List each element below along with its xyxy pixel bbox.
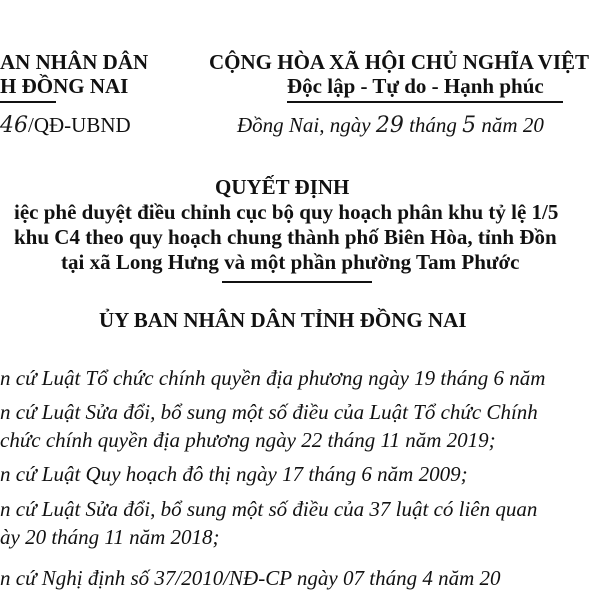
date-suffix: năm 20 xyxy=(481,113,544,137)
date-prefix: Đồng Nai, ngày xyxy=(237,113,371,137)
motto-underline xyxy=(287,101,563,103)
day-handwritten: 29 xyxy=(375,113,404,138)
decision-subject-line2: khu C4 theo quy hoạch chung thành phố Biên Hòa, tỉnh Đồn xyxy=(14,225,557,249)
date-middle: tháng xyxy=(409,113,457,137)
month-handwritten: 5 xyxy=(462,113,477,138)
national-motto: Độc lập - Tự do - Hạnh phúc xyxy=(287,74,544,98)
issue-date xyxy=(237,113,544,138)
legal-basis-line: n cứ Luật Tổ chức chính quyền địa phương ngày 19 tháng 6 năm xyxy=(0,366,546,390)
document-number xyxy=(0,113,131,138)
legal-basis-line: n cứ Nghị định số 37/2010/NĐ-CP ngày 07 tháng 4 năm 20 xyxy=(0,566,501,590)
decision-subject-line3: tại xã Long Hưng và một phần phường Tam Phước xyxy=(61,250,520,274)
legal-basis-line: ày 20 tháng 11 năm 2018; xyxy=(0,525,220,549)
decision-subject-line1: iệc phê duyệt điều chỉnh cục bộ quy hoạch phân khu tỷ lệ 1/5 xyxy=(14,200,559,224)
issuer-name-line2: H ĐỒNG NAI xyxy=(0,74,129,98)
issuer-underline xyxy=(0,101,56,103)
legal-basis-line: n cứ Luật Sửa đổi, bổ sung một số điều của 37 luật có liên quan xyxy=(0,497,538,521)
issuer-name-line1: AN NHÂN DÂN xyxy=(0,50,149,74)
legal-basis-line: n cứ Luật Quy hoạch đô thị ngày 17 tháng 6 năm 2009; xyxy=(0,462,468,486)
legal-basis-line: n cứ Luật Sửa đổi, bổ sung một số điều của Luật Tổ chức Chính xyxy=(0,400,538,424)
decision-title: QUYẾT ĐỊNH xyxy=(215,175,350,199)
authority-heading: ỦY BAN NHÂN DÂN TỈNH ĐỒNG NAI xyxy=(99,308,467,332)
national-title: CỘNG HÒA XÃ HỘI CHỦ NGHĨA VIỆT xyxy=(209,50,589,74)
legal-basis-line: chức chính quyền địa phương ngày 22 tháng 11 năm 2019; xyxy=(0,428,496,452)
document-number-suffix: /QĐ-UBND xyxy=(28,113,131,137)
document-number-handwritten: 46 xyxy=(0,113,28,138)
subject-underline xyxy=(222,281,372,283)
